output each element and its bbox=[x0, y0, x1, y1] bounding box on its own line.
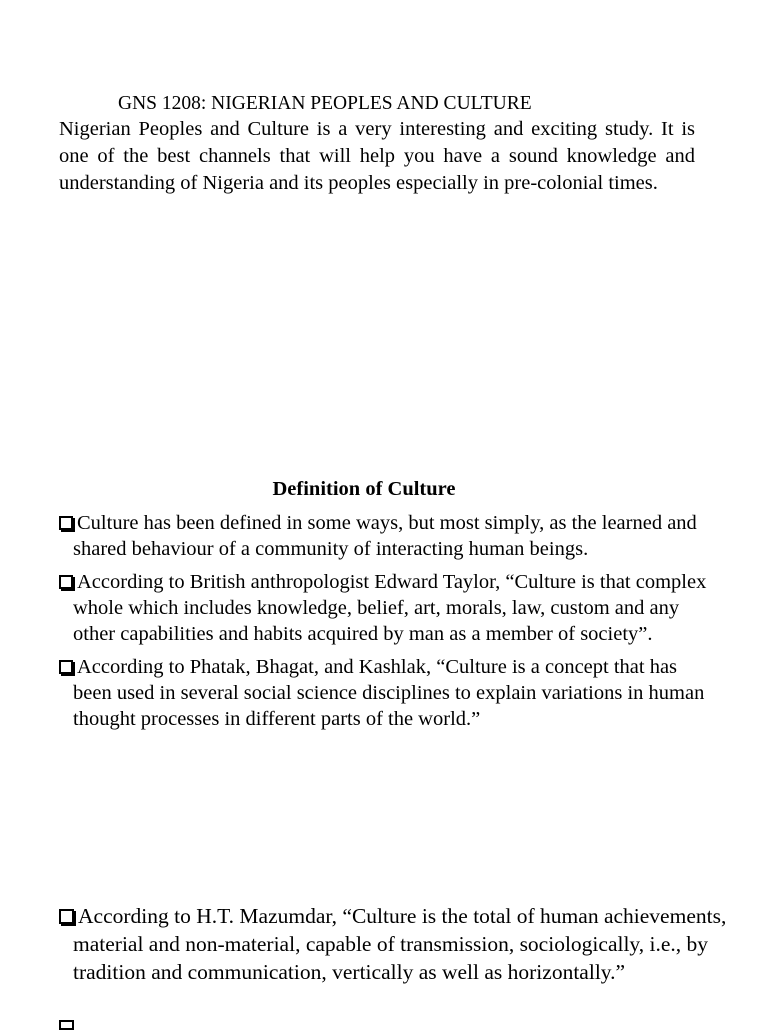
checkbox-square-icon bbox=[59, 909, 74, 924]
course-title: GNS 1208: NIGERIAN PEOPLES AND CULTURE bbox=[118, 93, 532, 114]
bullet-text: Culture has been defined in some ways, but most simply, as the learned and shared behaviour of a community of interacting human beings. bbox=[73, 512, 697, 560]
list-item bbox=[59, 569, 719, 647]
checkbox-square-icon bbox=[59, 1020, 74, 1030]
list-item bbox=[59, 902, 739, 986]
checkbox-square-icon bbox=[59, 575, 73, 589]
slide-definition bbox=[59, 476, 719, 739]
bullet-text: According to Phatak, Bhagat, and Kashlak, “Culture is a concept that has been used in several social science disciplines to explain variations in human thought processes in different parts of the world.” bbox=[73, 656, 705, 730]
bullet-text: According to British anthropologist Edward Taylor, “Culture is that complex whole which includes knowledge, belief, art, morals, law, custom and any other capabilities and habits acquired by man as a member of society”. bbox=[73, 571, 707, 645]
bullet-text: According to H.T. Mazumdar, “Culture is the total of human achievements, material and non-material, capable of transmission, sociologically, i.e., by tradition and communication, vertically as well as horizontally.” bbox=[73, 904, 727, 984]
checkbox-square-icon bbox=[59, 516, 73, 530]
slide-intro bbox=[59, 92, 695, 197]
definition-list-continued bbox=[59, 902, 739, 986]
intro-paragraph: Nigerian Peoples and Culture is a very interesting and exciting study. It is one of the best channels that will help you have a sound knowledge and understanding of Nigeria and its peoples especially in pre-colonial times. bbox=[59, 118, 695, 194]
checkbox-square-icon bbox=[59, 660, 73, 674]
slide-definition-continued bbox=[59, 902, 739, 993]
definition-list bbox=[59, 510, 719, 732]
list-item bbox=[59, 510, 719, 562]
list-item bbox=[59, 654, 719, 732]
section-heading: Definition of Culture bbox=[272, 478, 456, 500]
